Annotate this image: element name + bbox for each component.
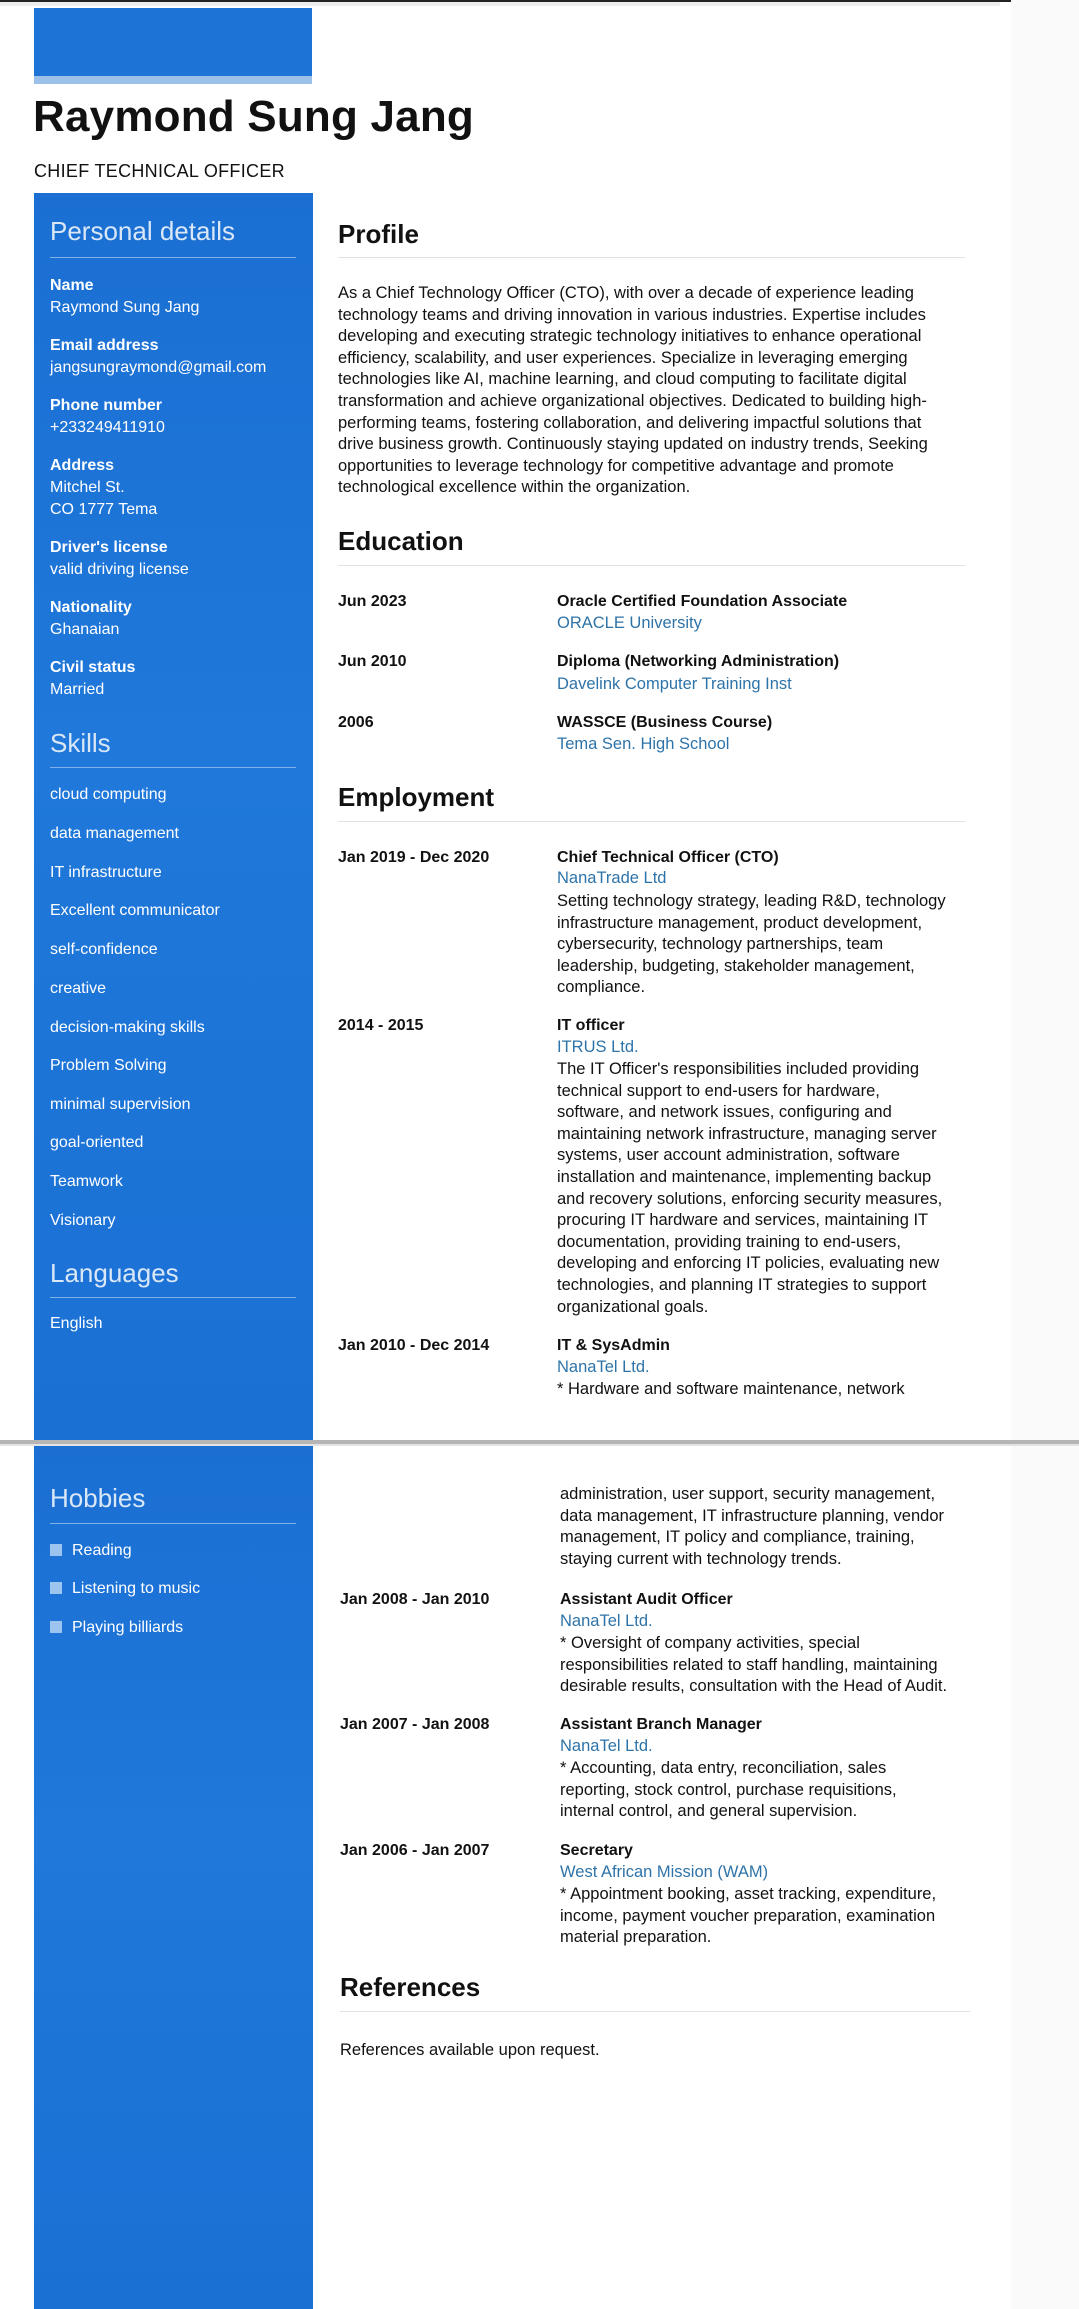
education-org: ORACLE University (557, 614, 702, 632)
employment-date: Jan 2010 - Dec 2014 (338, 1337, 490, 1354)
description-line: desirable results, consultation with the Head of Audit. (560, 1677, 948, 1696)
education-date: Jun 2010 (338, 653, 407, 670)
employment-description (557, 1059, 942, 1318)
employment-description (560, 1884, 936, 1949)
detail-label: Name (50, 277, 94, 294)
employment-title: Assistant Audit Officer (560, 1591, 733, 1608)
description-line: * Oversight of company activities, special (560, 1634, 860, 1652)
profile-line: technological excellence within the organization. (338, 478, 691, 497)
employment-org: NanaTel Ltd. (560, 1612, 653, 1630)
references-heading: References (340, 1972, 481, 2002)
skill-item: data management (50, 825, 179, 842)
description-line: data management, IT infrastructure planning, vendor (560, 1506, 945, 1525)
education-title: WASSCE (Business Course) (557, 714, 773, 731)
description-line: organizational goals. (557, 1297, 709, 1316)
description-line: procuring IT hardware and services, maintaining IT (557, 1211, 929, 1230)
description-line: technologies, and planning IT strategies to support (557, 1275, 927, 1294)
employment-date: Jan 2019 - Dec 2020 (338, 849, 490, 866)
description-line: staying current with technology trends. (560, 1549, 842, 1568)
skill-item: cloud computing (50, 786, 167, 803)
description-line: * Hardware and software maintenance, network (557, 1380, 905, 1398)
sidebar-rule (50, 1297, 296, 1298)
profile-heading: Profile (338, 219, 419, 249)
skill-item: goal-oriented (50, 1134, 144, 1151)
skill-item: IT infrastructure (50, 864, 162, 881)
employment-heading: Employment (338, 782, 495, 812)
profile-text (338, 283, 928, 499)
hobby-item (50, 1580, 200, 1598)
skill-item: minimal supervision (50, 1096, 191, 1113)
detail-label: Civil status (50, 659, 136, 676)
employment-title: Chief Technical Officer (CTO) (557, 849, 779, 866)
bullet-square-icon (50, 1621, 62, 1633)
description-line: reporting, stock control, purchase requisitions, (560, 1780, 897, 1799)
detail-value: Mitchel St. (50, 479, 125, 496)
employment-title: IT officer (557, 1017, 625, 1034)
detail-label: Nationality (50, 599, 132, 616)
profile-line: developing and executing strategic technology initiatives to enhance operational (338, 327, 922, 346)
skill-item: Teamwork (50, 1173, 123, 1190)
employment-title: Secretary (560, 1842, 633, 1859)
skill-item: Visionary (50, 1212, 116, 1229)
profile-line: performing teams, fostering collaboration, and delivering impactful solutions that (338, 413, 922, 432)
section-rule (340, 2011, 970, 2012)
description-line: Setting technology strategy, leading R&D, technology (557, 892, 946, 910)
profile-line: transformation and achieve organizational objectives. Dedicated to building high- (338, 391, 927, 410)
description-line: software, and network issues, configuring and (557, 1103, 892, 1122)
profile-line: technologies like AI, machine learning, and cloud computing to facilitate digital (338, 370, 907, 389)
section-rule (338, 257, 965, 258)
employment-org: ITRUS Ltd. (557, 1038, 639, 1056)
page-margin-shade (1011, 1446, 1079, 2309)
employment-date: 2014 - 2015 (338, 1017, 424, 1034)
detail-value: Married (50, 681, 105, 698)
header-color-block (34, 8, 312, 76)
description-line: management, IT policy and compliance, training, (560, 1528, 915, 1547)
description-line: compliance. (557, 978, 646, 997)
section-rule (338, 821, 965, 822)
description-line: installation and maintenance, implementing backup (557, 1167, 932, 1186)
employment-org: NanaTel Ltd. (557, 1358, 650, 1376)
employment-date: Jan 2007 - Jan 2008 (340, 1716, 490, 1733)
page-margin-shade (1011, 0, 1079, 1440)
description-line: internal control, and general supervision. (560, 1802, 858, 1821)
description-line: The IT Officer's responsibilities included providing (557, 1060, 920, 1078)
description-line: technical support to end-users for hardware, (557, 1081, 880, 1100)
employment-description (560, 1633, 947, 1698)
detail-value: valid driving license (50, 561, 189, 578)
skill-item: Problem Solving (50, 1057, 167, 1074)
description-line: cybersecurity, technology partnerships, team (557, 935, 884, 954)
profile-line: As a Chief Technology Officer (CTO), with over a decade of experience leading (338, 284, 914, 302)
description-line: * Appointment booking, asset tracking, expenditure, (560, 1885, 937, 1903)
detail-label: Driver's license (50, 539, 168, 556)
education-org: Tema Sen. High School (557, 735, 730, 753)
description-line: responsibilities related to staff handling, maintaining (560, 1655, 938, 1674)
employment-description (557, 891, 946, 999)
header-color-strip (34, 76, 312, 84)
detail-value-phone[interactable]: +233249411910 (50, 419, 165, 436)
description-line: material preparation. (560, 1928, 712, 1947)
description-line: systems, user account administration, software (557, 1146, 900, 1165)
description-line: documentation, providing training to end-users, (557, 1232, 901, 1251)
skill-item: Excellent communicator (50, 902, 220, 919)
section-rule (338, 565, 965, 566)
personal-details-heading: Personal details (50, 216, 235, 246)
education-date: Jun 2023 (338, 593, 407, 610)
candidate-name: Raymond Sung Jang (33, 92, 474, 141)
detail-value: Raymond Sung Jang (50, 299, 200, 316)
sidebar-rule (50, 1523, 296, 1524)
hobbies-heading: Hobbies (50, 1483, 146, 1513)
skills-heading: Skills (50, 728, 111, 758)
education-title: Diploma (Networking Administration) (557, 653, 840, 670)
detail-value: CO 1777 Tema (50, 501, 158, 518)
bullet-square-icon (50, 1582, 62, 1594)
description-line: leadership, budgeting, stakeholder management, (557, 956, 915, 975)
education-title: Oracle Certified Foundation Associate (557, 593, 848, 610)
skill-item: creative (50, 980, 107, 997)
description-line: developing and enforcing IT policies, evaluating new (557, 1254, 940, 1273)
resume-page-2 (0, 1446, 1079, 2309)
references-text: References available upon request. (340, 2041, 600, 2059)
profile-line: opportunities to leverage technology for competitive advantage and promote (338, 456, 894, 475)
employment-org: West African Mission (WAM) (560, 1863, 769, 1881)
profile-line: drive business growth. Continuously staying updated on industry trends, Seeking (338, 435, 928, 454)
employment-org: NanaTel Ltd. (560, 1737, 653, 1755)
hobby-item (50, 1542, 132, 1560)
employment-org: NanaTrade Ltd (557, 869, 667, 887)
sidebar (34, 193, 313, 1440)
education-heading: Education (338, 526, 464, 556)
employment-description (560, 1758, 897, 1823)
employment-description-continued (560, 1484, 944, 1570)
job-title: CHIEF TECHNICAL OFFICER (34, 161, 285, 181)
bullet-square-icon (50, 1544, 62, 1556)
employment-title: Assistant Branch Manager (560, 1716, 762, 1733)
profile-line: efficiency, scalability, and user experiences. Specialize in leveraging emerging (338, 348, 908, 367)
hobby-label: Listening to music (72, 1580, 201, 1597)
languages-heading: Languages (50, 1258, 179, 1288)
profile-line: technology teams and driving innovation in various industries. Expertise includes (338, 305, 926, 324)
detail-label: Address (50, 457, 115, 474)
description-line: administration, user support, security management, (560, 1485, 936, 1503)
description-line: * Accounting, data entry, reconciliation, sales (560, 1759, 887, 1777)
employment-date: Jan 2006 - Jan 2007 (340, 1842, 490, 1859)
employment-date: Jan 2008 - Jan 2010 (340, 1591, 490, 1608)
education-date: 2006 (338, 714, 374, 731)
employment-title: IT & SysAdmin (557, 1337, 670, 1354)
detail-label: Phone number (50, 397, 163, 414)
hobby-label: Playing billiards (72, 1619, 184, 1636)
detail-value-email[interactable]: jangsungraymond@gmail.com (50, 359, 267, 376)
description-line: income, payment voucher preparation, examination (560, 1906, 936, 1925)
description-line: and recovery solutions, enforcing security measures, (557, 1189, 943, 1208)
detail-value: Ghanaian (50, 621, 120, 638)
education-org: Davelink Computer Training Inst (557, 675, 792, 693)
skill-item: self-confidence (50, 941, 158, 958)
skill-item: decision-making skills (50, 1019, 205, 1036)
language-item: English (50, 1315, 103, 1332)
hobby-item (50, 1619, 183, 1637)
detail-label: Email address (50, 337, 159, 354)
description-line: infrastructure management, product development, (557, 913, 923, 932)
description-line: maintaining network infrastructure, managing server (557, 1124, 937, 1143)
hobby-label: Reading (72, 1542, 132, 1559)
sidebar-continued (34, 1446, 313, 2309)
sidebar-rule (50, 767, 296, 768)
sidebar-rule (50, 257, 296, 258)
employment-description (557, 1379, 905, 1401)
